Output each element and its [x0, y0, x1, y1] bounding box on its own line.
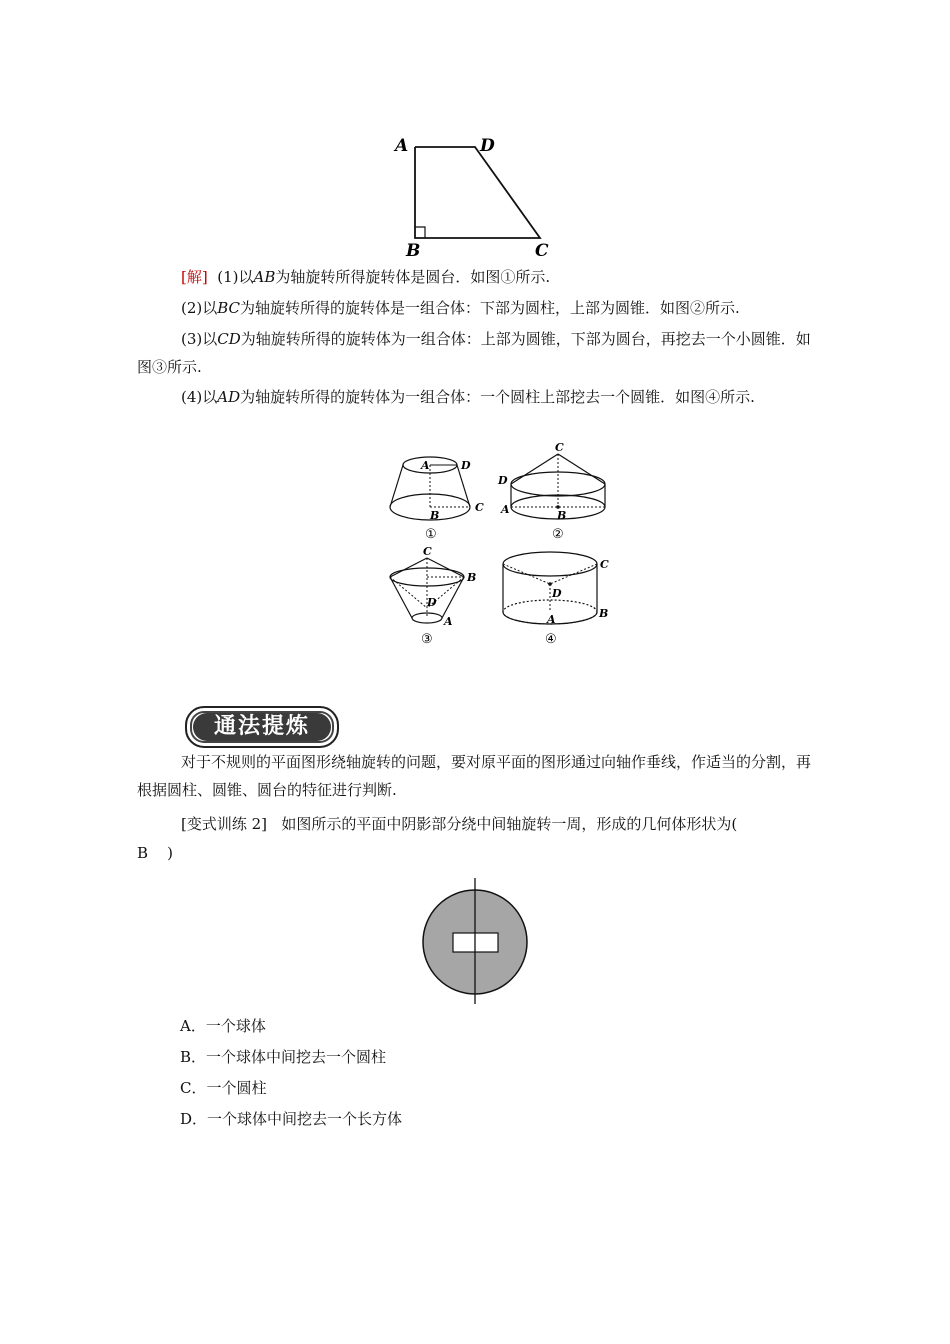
f4-num: ④: [545, 632, 557, 647]
f1-num: ①: [425, 527, 437, 542]
option-d[interactable]: D．一个球体中间挖去一个长方体: [180, 1110, 403, 1128]
solid-cylinder-cone: [497, 441, 605, 542]
option-a[interactable]: A．一个球体: [180, 1017, 266, 1035]
circle-axis-figure: [415, 876, 535, 1006]
exercise-answer-line: B ): [137, 844, 173, 862]
f1-label-b: B: [430, 509, 440, 522]
solution-tag: [解]: [181, 268, 208, 286]
solution-p4: (4)以AD为轴旋转所得的旋转体为一组合体：一个圆柱上部挖去一个圆锥．如图④所示.: [181, 388, 755, 406]
solution-p1: [解] (1)以AB为轴旋转所得旋转体是圆台．如图①所示.: [181, 268, 551, 286]
f4-label-c: C: [600, 558, 609, 571]
f4-label-a: A: [547, 613, 556, 626]
solid-cylinder-hollow: [503, 552, 609, 647]
option-c[interactable]: C．一个圆柱: [180, 1079, 267, 1097]
f3-label-c: C: [423, 545, 432, 558]
f2-label-c: C: [555, 441, 564, 454]
f2-label-b: B: [557, 509, 567, 522]
f4-label-b: B: [599, 607, 609, 620]
method-title: 通法提炼: [193, 713, 331, 741]
label-b: B: [406, 241, 421, 261]
f1-label-d: D: [461, 459, 471, 472]
exercise-question: [变式训练 2] 如图所示的平面中阴影部分绕中间轴旋转一周，形成的几何体形状为(: [181, 815, 738, 833]
method-title-badge: [185, 706, 339, 748]
f1-label-a: A: [421, 459, 430, 472]
f4-label-d: D: [552, 587, 562, 600]
method-text: 对于不规则的平面图形绕轴旋转的问题，要对原平面的图形通过向轴作垂线，作适当的分割，再根据圆柱、圆锥、圆台的特征进行判断.: [137, 753, 812, 799]
trapezoid-figure: [390, 130, 560, 262]
solids-figure: [385, 440, 625, 650]
exercise-answer: B: [137, 844, 149, 862]
solution-p3: (3)以CD为轴旋转所得的旋转体为一组合体：上部为圆锥，下部为圆台，再挖去一个小圆锥．如图③所示.: [137, 330, 811, 376]
label-d: D: [480, 136, 495, 156]
exercise-tag: [变式训练 2]: [181, 815, 268, 833]
f3-label-d: D: [427, 596, 437, 609]
option-b[interactable]: B．一个球体中间挖去一个圆柱: [180, 1048, 387, 1066]
f3-label-a: A: [444, 615, 453, 628]
f3-label-b: B: [467, 571, 477, 584]
label-a: A: [395, 136, 409, 156]
label-c: C: [535, 241, 549, 261]
solution-p2: (2)以BC为轴旋转所得的旋转体是一组合体：下部为圆柱，上部为圆锥．如图②所示.: [181, 299, 740, 317]
solid-cone-frustum: [390, 545, 476, 647]
f1-label-c: C: [475, 501, 484, 514]
f3-num: ③: [421, 632, 433, 647]
f2-label-d: D: [498, 474, 508, 487]
solid-frustum: [390, 457, 484, 542]
f2-num: ②: [552, 527, 564, 542]
f2-label-a: A: [501, 503, 510, 516]
